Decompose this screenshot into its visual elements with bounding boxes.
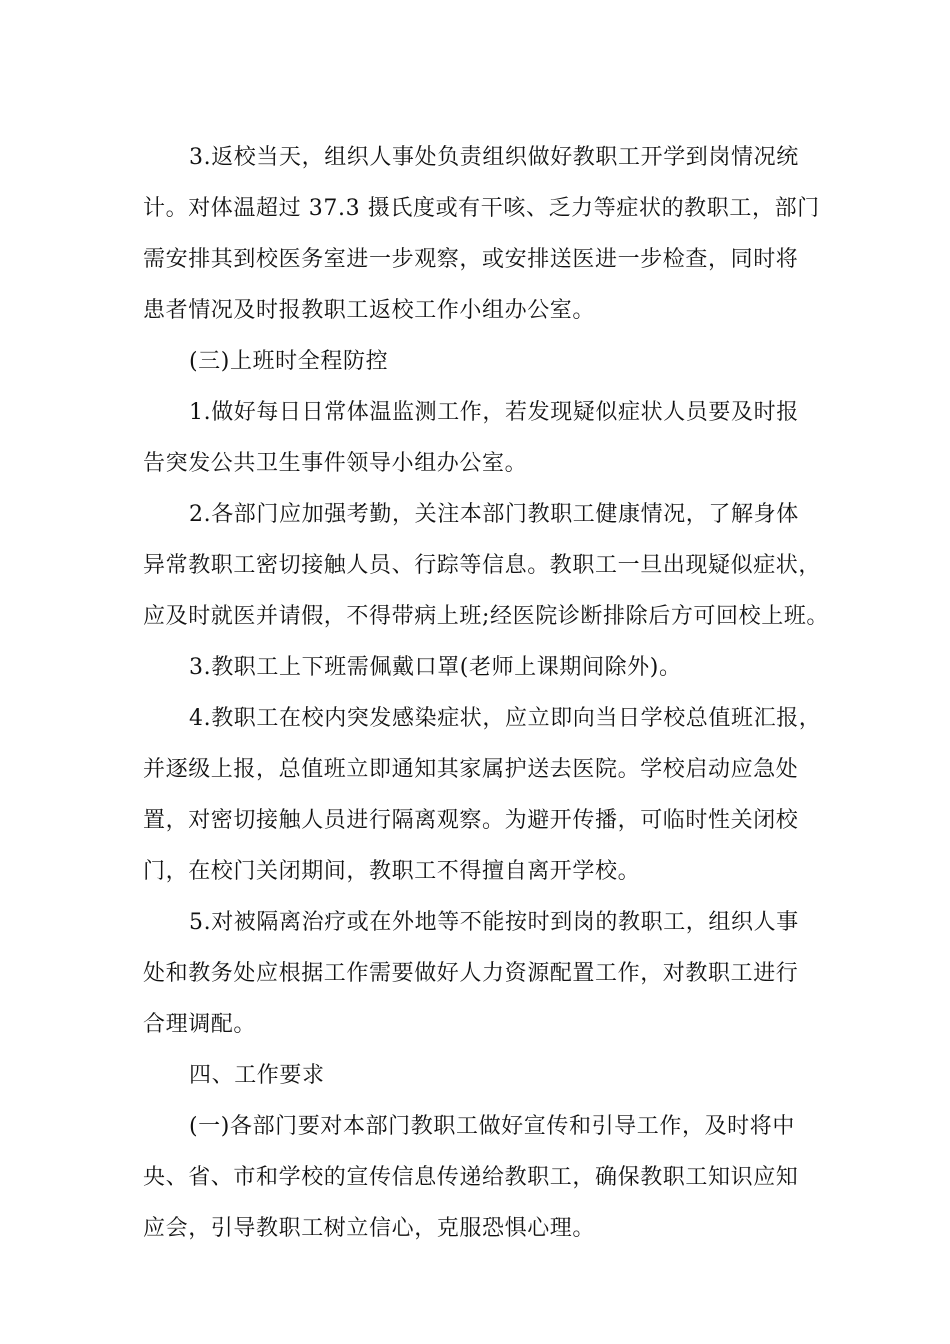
text-line: 处和教务处应根据工作需要做好人力资源配置工作，对教职工进行 xyxy=(143,961,799,986)
section-heading-work-prevention xyxy=(143,336,833,387)
text-line: 应及时就医并请假，不得带病上班;经医院诊断排除后方可回校上班。 xyxy=(143,604,830,629)
text-line: 并逐级上报，总值班立即通知其家属护送去医院。学校启动应急处 xyxy=(143,757,799,782)
text-line: 5.对被隔离治疗或在外地等不能按时到岗的教职工，组织人事 xyxy=(189,910,799,935)
text-line: 2.各部门应加强考勤，关注本部门教职工健康情况，了解身体 xyxy=(189,502,799,527)
text-line: 患者情况及时报教职工返校工作小组办公室。 xyxy=(143,298,596,323)
paragraph-masks xyxy=(143,642,833,693)
text-line: 3.教职工上下班需佩戴口罩(老师上课期间除外)。 xyxy=(189,655,682,680)
text-line: 异常教职工密切接触人员、行踪等信息。教职工一旦出现疑似症状， xyxy=(143,553,822,578)
text-line: 合理调配。 xyxy=(143,1012,257,1037)
text-line: 门，在校门关闭期间，教职工不得擅自离开学校。 xyxy=(143,859,641,884)
document-body xyxy=(143,132,833,1254)
text-line: 置，对密切接触人员进行隔离观察。为避开传播，可临时性关闭校 xyxy=(143,808,799,833)
text-line: 4.教职工在校内突发感染症状，应立即向当日学校总值班汇报， xyxy=(189,706,822,731)
text-line: (三)上班时全程防控 xyxy=(189,349,389,374)
text-line: 告突发公共卫生事件领导小组办公室。 xyxy=(143,451,528,476)
paragraph-infection-response xyxy=(143,693,833,897)
paragraph-temperature-monitoring xyxy=(143,387,833,489)
paragraph-publicity-guidance xyxy=(143,1101,833,1254)
text-line: 计。对体温超过 37.3 摄氏度或有干咳、乏力等症状的教职工，部门 xyxy=(143,196,820,221)
text-line: 四、工作要求 xyxy=(189,1063,325,1088)
text-line: 央、省、市和学校的宣传信息传递给教职工，确保教职工知识应知 xyxy=(143,1165,799,1190)
text-line: 需安排其到校医务室进一步观察，或安排送医进一步检查，同时将 xyxy=(143,247,799,272)
text-line: 1.做好每日日常体温监测工作，若发现疑似症状人员要及时报 xyxy=(189,400,799,425)
text-line: (一)各部门要对本部门教职工做好宣传和引导工作，及时将中 xyxy=(189,1114,795,1139)
paragraph-return-day xyxy=(143,132,833,336)
section-heading-work-requirements xyxy=(143,1050,833,1101)
text-line: 应会，引导教职工树立信心，克服恐惧心理。 xyxy=(143,1216,596,1241)
paragraph-staff-allocation xyxy=(143,897,833,1050)
paragraph-attendance xyxy=(143,489,833,642)
text-line: 3.返校当天，组织人事处负责组织做好教职工开学到岗情况统 xyxy=(189,145,799,170)
